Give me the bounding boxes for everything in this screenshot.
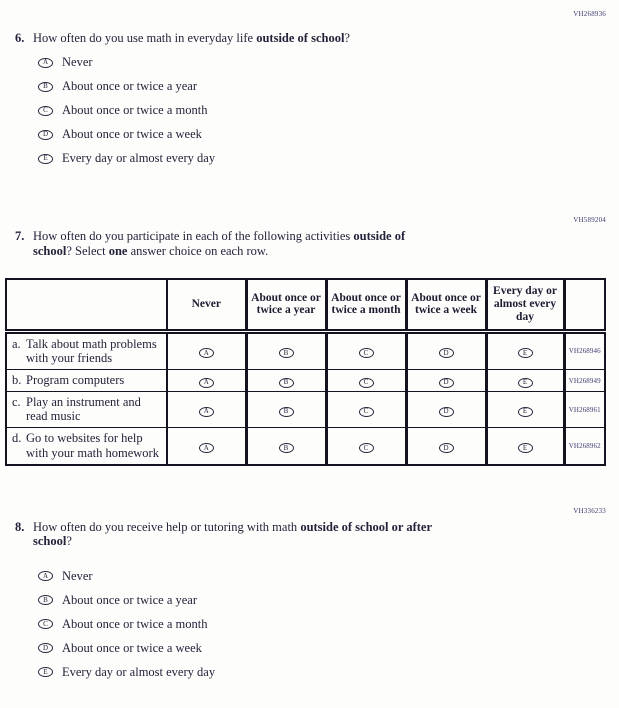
q8-option-e <box>38 665 619 679</box>
q7-row-a-bubble-e[interactable]: E <box>518 348 533 358</box>
q7-row-a-label-cell <box>6 331 167 369</box>
q7-row-c-cell-never <box>167 392 246 428</box>
q7-row-c-bubble-d[interactable]: D <box>439 407 454 417</box>
q7-table-row-b <box>6 370 605 392</box>
q7-row-d-bubble-a[interactable]: A <box>199 443 214 453</box>
q7-row-b-bubble-a[interactable]: A <box>199 378 214 388</box>
question-7 <box>15 229 599 258</box>
q7-row-b-bubble-e[interactable]: E <box>518 378 533 388</box>
q7-row-a-cell-month <box>326 331 406 369</box>
q7-header-year: About once or twice a year <box>246 279 326 331</box>
q7-table-row-c <box>6 392 605 428</box>
q6-option-a-bubble[interactable]: A <box>38 58 53 68</box>
q8-option-c-bubble[interactable]: C <box>38 619 53 629</box>
q7-row-a-label: Talk about math problems with your friends <box>26 336 157 365</box>
q7-row-c-label-cell <box>6 392 167 428</box>
q7-row-c-code: VH268961 <box>564 392 605 428</box>
q6-option-c <box>38 104 619 118</box>
q7-row-d-bubble-d[interactable]: D <box>439 443 454 453</box>
q6-option-d-bubble[interactable]: D <box>38 130 53 140</box>
q7-header-month: About once or twice a month <box>326 279 406 331</box>
q7-table-corner-cell <box>6 279 167 331</box>
q7-row-d-label: Go to websites for help with your math homework <box>26 431 159 460</box>
q6-option-e-label: Every day or almost every day <box>62 151 216 166</box>
q7-row-d-label-cell <box>6 428 167 465</box>
q8-option-d-label: About once or twice a week <box>62 640 202 655</box>
question-6-number: 6. <box>15 31 25 45</box>
q6-option-b-bubble[interactable]: B <box>38 82 53 92</box>
q7-row-c-cell-week <box>406 392 486 428</box>
question-6-options <box>38 56 619 166</box>
q6-option-e <box>38 152 619 166</box>
q7-row-c-letter: c. <box>12 395 21 410</box>
q7-row-d-cell-everyday <box>486 428 564 465</box>
q8-option-a <box>38 569 619 583</box>
q7-row-a-bubble-b[interactable]: B <box>279 348 294 358</box>
question-8-text: How often do you receive help or tutoring with math outside of school or after school? <box>33 519 433 548</box>
q7-row-a-bubble-d[interactable]: D <box>439 348 454 358</box>
q8-option-b <box>38 593 619 607</box>
q7-row-c-cell-everyday <box>486 392 564 428</box>
q6-option-d <box>38 128 619 142</box>
q7-row-d-cell-week <box>406 428 486 465</box>
q7-row-a-cell-year <box>246 331 326 369</box>
q7-table-row-d <box>6 428 605 465</box>
q7-row-d-bubble-c[interactable]: C <box>359 443 374 453</box>
q8-option-a-label: Never <box>62 568 93 583</box>
q7-table-header-row <box>6 279 605 331</box>
question-8 <box>15 520 599 549</box>
q7-row-b-cell-never <box>167 370 246 392</box>
q7-row-a-bubble-a[interactable]: A <box>199 348 214 358</box>
q7-header-everyday: Every day or almost every day <box>486 279 564 331</box>
q7-row-d-cell-month <box>326 428 406 465</box>
q6-option-d-label: About once or twice a week <box>62 127 202 142</box>
q6-option-a-label: Never <box>62 55 93 70</box>
q7-row-a-bubble-c[interactable]: C <box>359 348 374 358</box>
q7-row-b-cell-year <box>246 370 326 392</box>
q7-row-d-bubble-b[interactable]: B <box>279 443 294 453</box>
q7-row-d-letter: d. <box>12 431 22 446</box>
q7-row-d-cell-never <box>167 428 246 465</box>
q7-row-c-label: Play an instrument and read music <box>26 395 141 424</box>
q6-option-c-bubble[interactable]: C <box>38 106 53 116</box>
question-7-text: How often do you participate in each of the following activities outside of school? Select one answer choice on each row. <box>33 229 406 258</box>
q7-row-a-code: VH268946 <box>564 331 605 369</box>
question-6 <box>15 31 599 45</box>
question-6-section <box>0 0 619 165</box>
q6-option-b <box>38 80 619 94</box>
q7-row-b-label: Program computers <box>26 373 125 387</box>
q7-header-never: Never <box>167 279 246 331</box>
q7-row-a-cell-week <box>406 331 486 369</box>
q7-row-c-cell-month <box>326 392 406 428</box>
q7-row-d-bubble-e[interactable]: E <box>518 443 533 453</box>
q7-row-c-bubble-a[interactable]: A <box>199 407 214 417</box>
q7-row-d-code: VH268962 <box>564 428 605 465</box>
q7-row-b-cell-everyday <box>486 370 564 392</box>
question-7-number: 7. <box>15 229 25 244</box>
q7-row-b-cell-month <box>326 370 406 392</box>
q8-option-e-bubble[interactable]: E <box>38 667 53 677</box>
q7-row-b-cell-week <box>406 370 486 392</box>
q8-option-b-bubble[interactable]: B <box>38 595 53 605</box>
q7-row-c-bubble-b[interactable]: B <box>279 407 294 417</box>
q8-option-c-label: About once or twice a month <box>62 616 208 631</box>
item-code-q8: VH336233 <box>573 506 606 515</box>
q7-row-b-bubble-c[interactable]: C <box>359 378 374 388</box>
item-code-q6: VH268936 <box>573 10 606 18</box>
q7-row-c-bubble-e[interactable]: E <box>518 407 533 417</box>
question-8-number: 8. <box>15 519 25 534</box>
q8-option-d-bubble[interactable]: D <box>38 643 53 653</box>
q7-row-b-bubble-b[interactable]: B <box>279 378 294 388</box>
question-7-section <box>0 217 619 465</box>
q7-header-code-column <box>564 279 605 331</box>
q7-row-d-cell-year <box>246 428 326 465</box>
q8-option-e-label: Every day or almost every day <box>62 664 216 679</box>
q7-row-b-label-cell <box>6 370 167 392</box>
q8-option-c <box>38 617 619 631</box>
q7-row-c-bubble-c[interactable]: C <box>359 407 374 417</box>
q7-matrix-table <box>5 278 606 466</box>
q8-option-b-label: About once or twice a year <box>62 592 198 607</box>
q7-row-c-cell-year <box>246 392 326 428</box>
item-code-q7: VH589204 <box>573 216 606 225</box>
question-8-section <box>0 508 619 679</box>
q7-row-b-bubble-d[interactable]: D <box>439 378 454 388</box>
q7-row-b-letter: b. <box>12 373 22 387</box>
q8-option-a-bubble[interactable]: A <box>38 571 53 581</box>
q7-header-week: About once or twice a week <box>406 279 486 331</box>
q8-option-d <box>38 641 619 655</box>
q6-option-a <box>38 56 619 70</box>
question-8-options <box>38 569 619 679</box>
q6-option-e-bubble[interactable]: E <box>38 154 53 164</box>
q7-row-a-cell-everyday <box>486 331 564 369</box>
q7-row-a-letter: a. <box>12 336 21 351</box>
question-6-text: How often do you use math in everyday life outside of school? <box>33 31 350 45</box>
q6-option-c-label: About once or twice a month <box>62 103 208 118</box>
q7-table-row-a <box>6 331 605 369</box>
q7-row-a-cell-never <box>167 331 246 369</box>
q6-option-b-label: About once or twice a year <box>62 79 198 94</box>
q7-row-b-code: VH268949 <box>564 370 605 392</box>
